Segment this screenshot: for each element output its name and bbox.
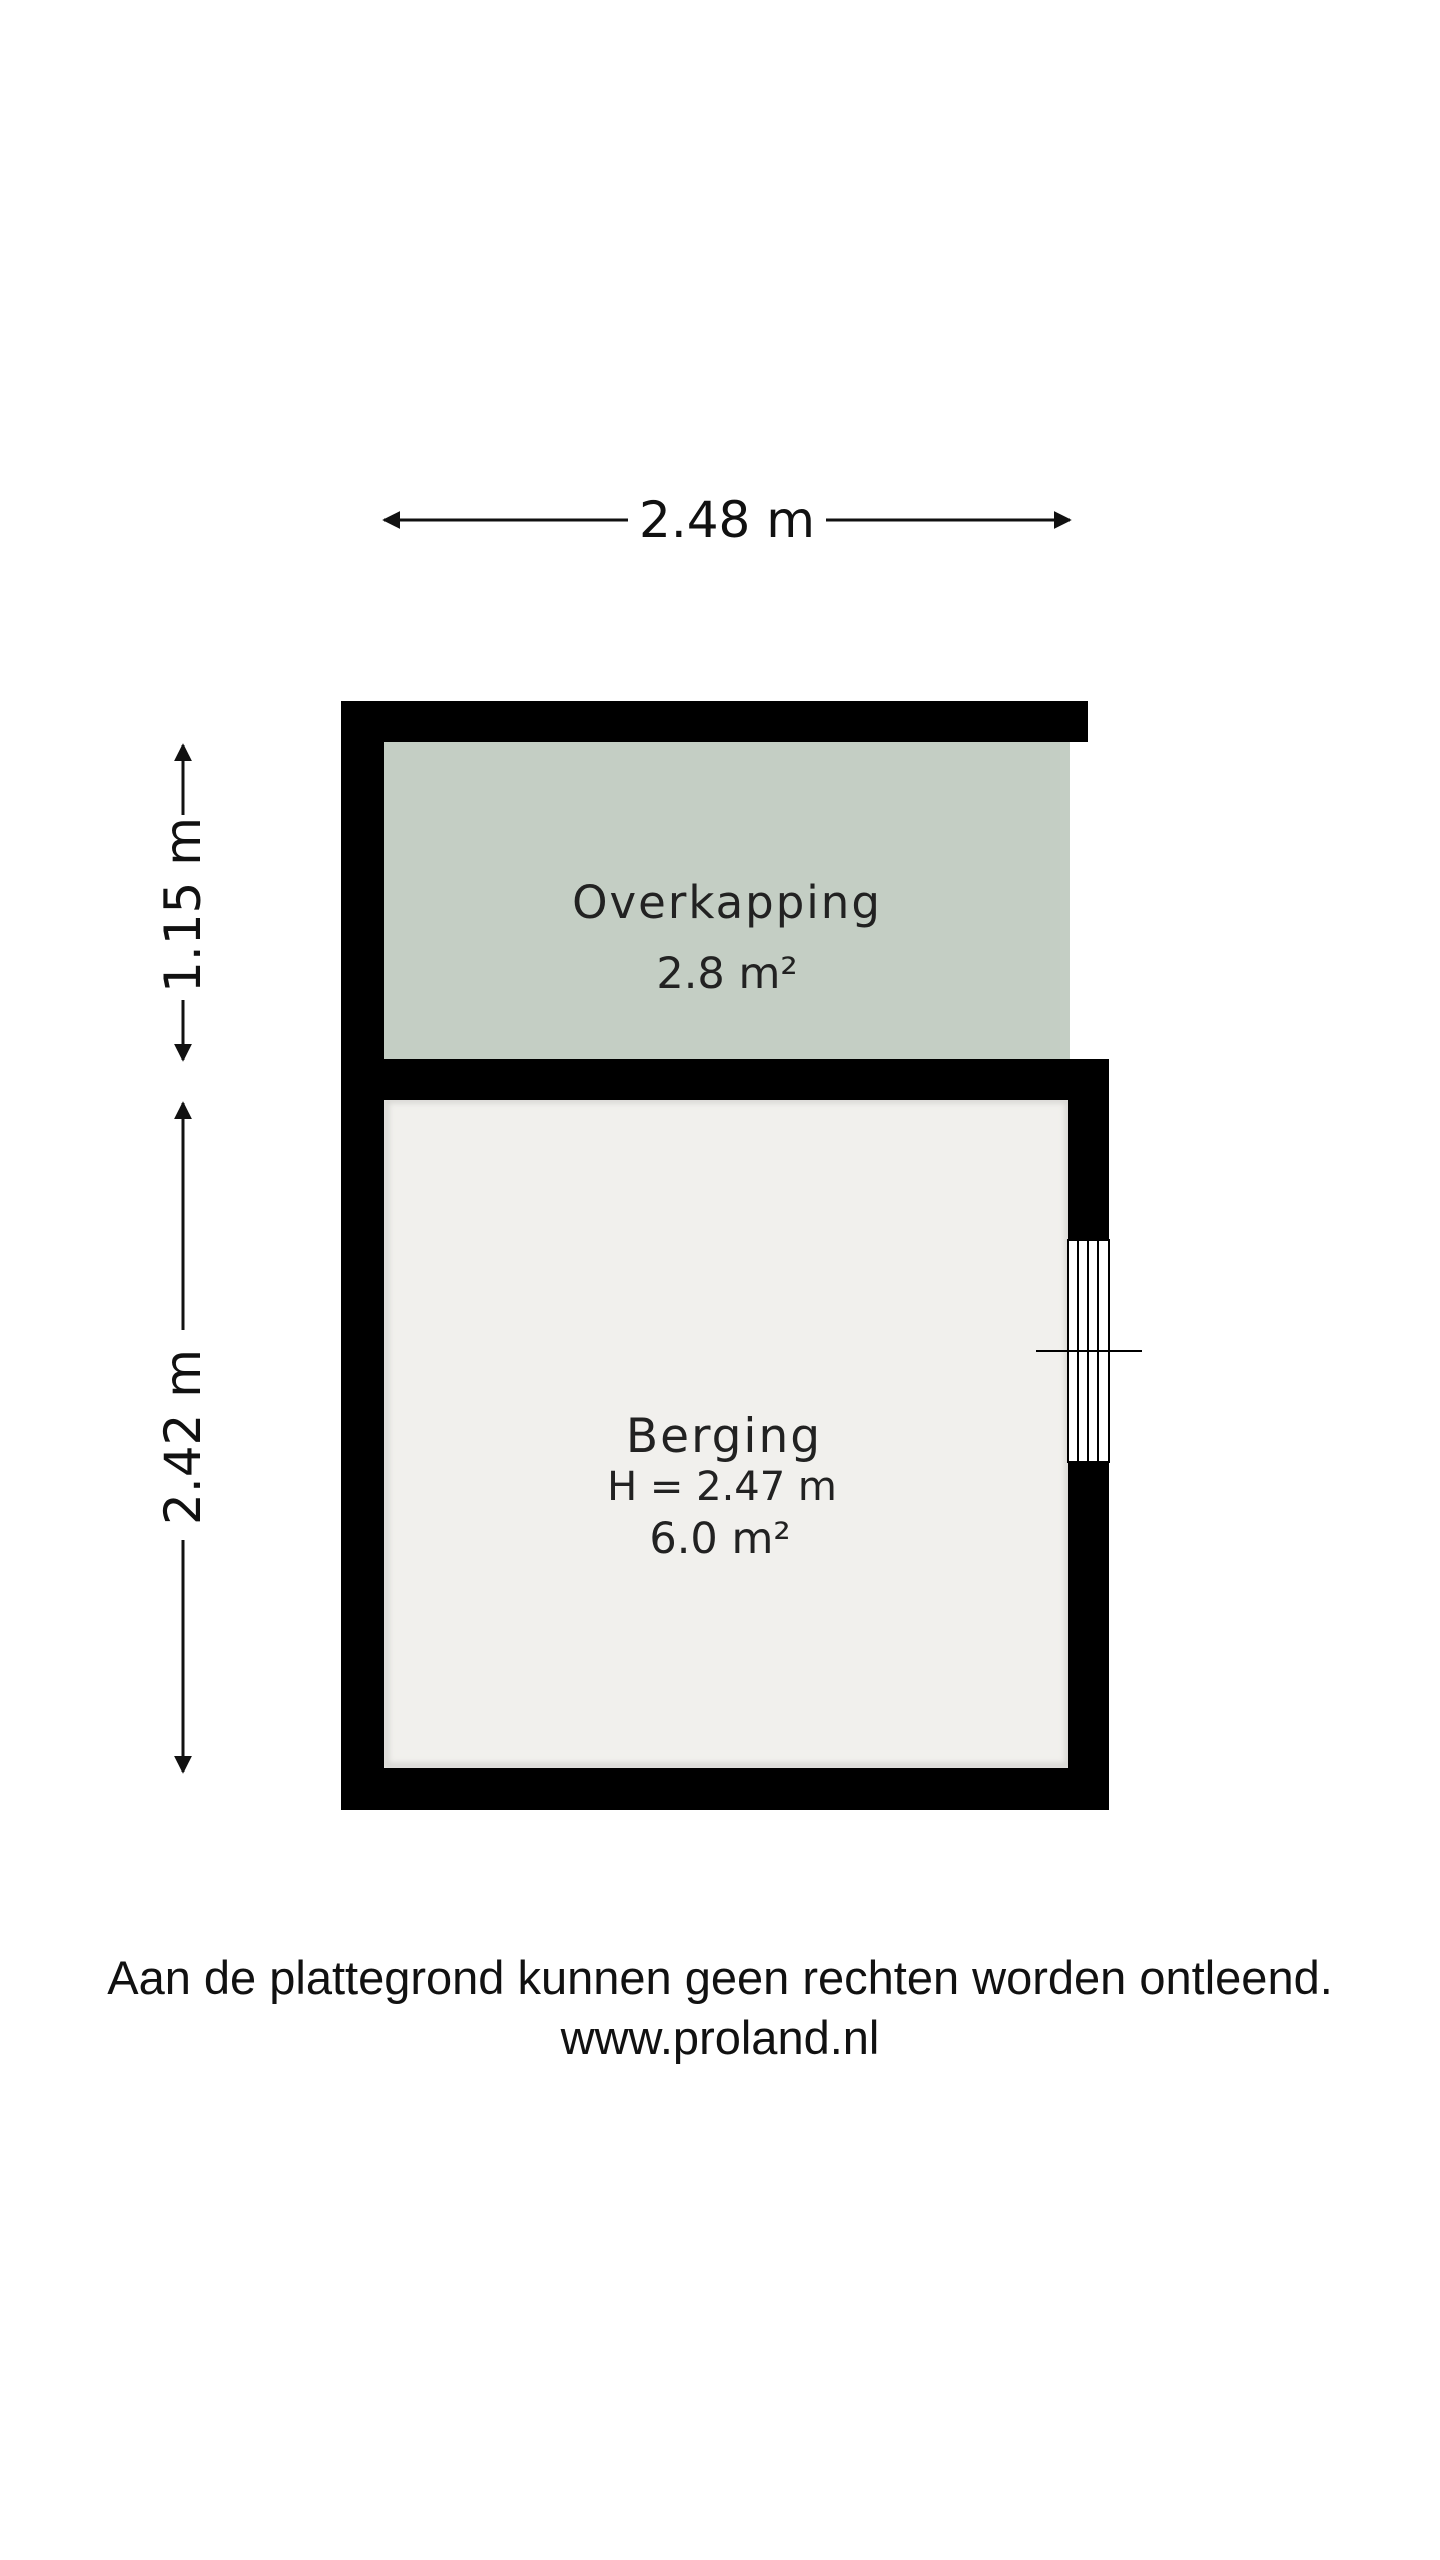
room-area: 2.8 m² — [656, 949, 798, 999]
wall-top — [341, 701, 1088, 742]
disclaimer-text: Aan de plattegrond kunnen geen rechten worden ontleend. — [107, 1951, 1333, 2004]
room-name: Overkapping — [572, 876, 882, 929]
dimension-width — [384, 491, 1070, 549]
wall-bottom — [341, 1768, 1109, 1810]
footer — [0, 1948, 1440, 2068]
wall-right-upper — [1068, 1059, 1109, 1240]
dimension-lower-height-label: 2.42 m — [154, 1349, 212, 1525]
room-area: 6.0 m² — [649, 1514, 791, 1564]
website-link[interactable]: www.proland.nl — [560, 2011, 880, 2064]
wall-middle — [341, 1059, 1109, 1100]
room-name: Berging — [625, 1409, 823, 1464]
room-height: H = 2.47 m — [607, 1464, 837, 1510]
wall-right-lower — [1068, 1462, 1109, 1810]
dimension-upper-height-label: 1.15 m — [154, 817, 212, 993]
dimension-lower-height — [154, 1103, 212, 1772]
dimension-width-label: 2.48 m — [639, 491, 815, 549]
dimension-upper-height — [154, 745, 212, 1060]
wall-left — [341, 701, 384, 1810]
